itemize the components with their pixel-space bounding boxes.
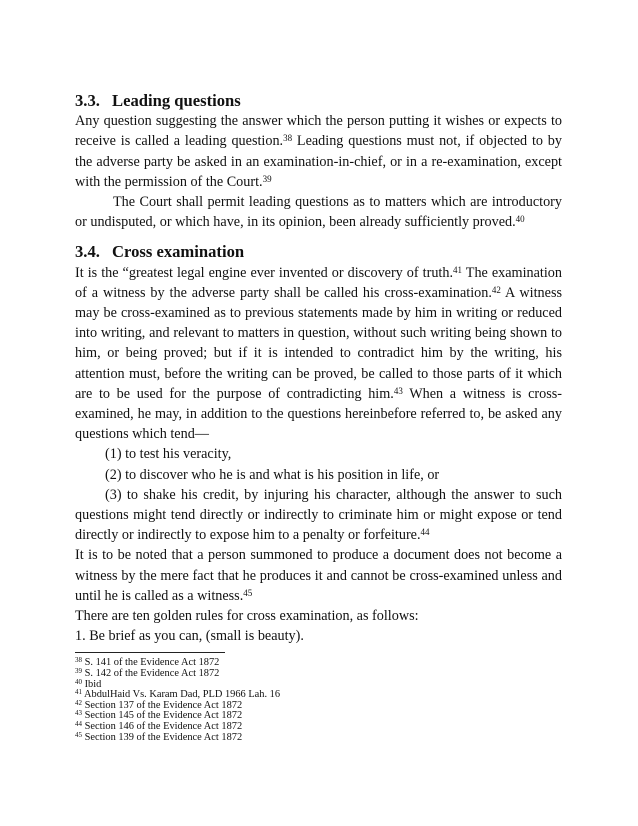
section-title: Leading questions — [112, 91, 241, 110]
footnote-number: 41 — [75, 688, 82, 697]
text-run: Leading questions must not, if objected to by the adverse party be asked in an examination-in-chief, or in a re-examination, except with the permission of the Court. — [75, 133, 562, 190]
footnote-ref: 41 — [453, 264, 462, 275]
list-item: (1) to test his veracity, — [105, 446, 232, 463]
footnote-text: Ibid — [82, 678, 102, 690]
text-run: A witness may be cross-examined as to previous statements made by him in writing or reduced into writing, and relevant to matters in question, without such writing being shown to him, or being proved; but if it is intended to contradict him by the writing, his attention must, before the writing can be proved, be called to those parts of it which are to be used for the purpose of contradicting him. — [75, 284, 562, 402]
footnote-number: 44 — [75, 720, 82, 729]
footnote-number: 42 — [75, 698, 82, 707]
text-run: The Court shall permit leading questions as to matters which are introductory or undisputed, or which have, in its opinion, been already sufficiently proved. — [75, 194, 562, 231]
text-run: It is the “greatest legal engine ever invented or discovery of truth. — [75, 264, 453, 281]
footnote-text: S. 141 of the Evidence Act 1872 — [82, 657, 220, 669]
text-run: (3) to shake his credit, by injuring his character, although the answer to such questions might tend directly or indirectly to criminate him or might expose or tend directly or indirectly to expose him to a penalty or forfeiture. — [75, 486, 562, 544]
footnote-ref: 42 — [491, 284, 501, 295]
footnote-number: 45 — [75, 730, 82, 739]
list-item — [75, 485, 562, 546]
footnote-text: Section 137 of the Evidence Act 1872 — [82, 699, 243, 711]
footnote-ref: 44 — [420, 527, 430, 538]
footnote-ref: 39 — [262, 173, 272, 184]
text-run: It is to be noted that a person summoned to produce a document does not become a witness by the mere fact that he produces it and cannot be cross-examined unless and until he is called as a witness. — [75, 547, 562, 604]
footnote-text: S. 142 of the Evidence Act 1872 — [82, 668, 220, 680]
footnote-divider — [75, 652, 225, 653]
footnote-ref: 38 — [283, 133, 293, 144]
paragraph — [75, 545, 562, 606]
footnote-number: 40 — [75, 677, 82, 686]
footnote — [75, 669, 562, 680]
section-heading-3-3 — [75, 91, 562, 111]
footnotes — [75, 658, 562, 743]
paragraph — [75, 192, 562, 232]
paragraph — [75, 263, 562, 445]
footnote-number: 38 — [75, 656, 82, 665]
footnote-ref: 43 — [393, 385, 403, 396]
paragraph: There are ten golden rules for cross examination, as follows: — [75, 608, 419, 625]
section-heading-3-4 — [75, 242, 562, 262]
footnote-text: AbdulHaid Vs. Karam Dad, PLD 1966 Lah. 16 — [82, 689, 281, 701]
text-run: Any question suggesting the answer which the person putting it wishes or expects to receive is called a leading question. — [75, 113, 562, 150]
section-title: Cross examination — [112, 242, 245, 262]
paragraph: 1. Be brief as you can, (small is beauty). — [75, 628, 304, 645]
section-number: 3.4. — [75, 242, 100, 262]
paragraph — [75, 111, 562, 192]
footnote-number: 39 — [75, 667, 82, 676]
footnote — [75, 730, 562, 744]
footnote-number: 43 — [75, 709, 82, 718]
footnote-text: Section 146 of the Evidence Act 1872 — [82, 721, 243, 733]
footnote-ref: 40 — [515, 214, 525, 225]
footnote-ref: 45 — [243, 587, 253, 598]
list-item: (2) to discover who he is and what is his position in life, or — [105, 466, 440, 483]
text-run: When a witness is cross-examined, he may, in addition to the questions hereinbefore referred to, be asked any questions which tend— — [75, 385, 562, 443]
footnote-text: Section 139 of the Evidence Act 1872 — [82, 731, 243, 743]
text-run: The examination of a witness by the adverse party shall be called his cross-examination. — [75, 264, 562, 301]
section-number: 3.3. — [75, 91, 100, 110]
footnote-text: Section 145 of the Evidence Act 1872 — [82, 710, 243, 722]
document-page — [75, 91, 562, 743]
